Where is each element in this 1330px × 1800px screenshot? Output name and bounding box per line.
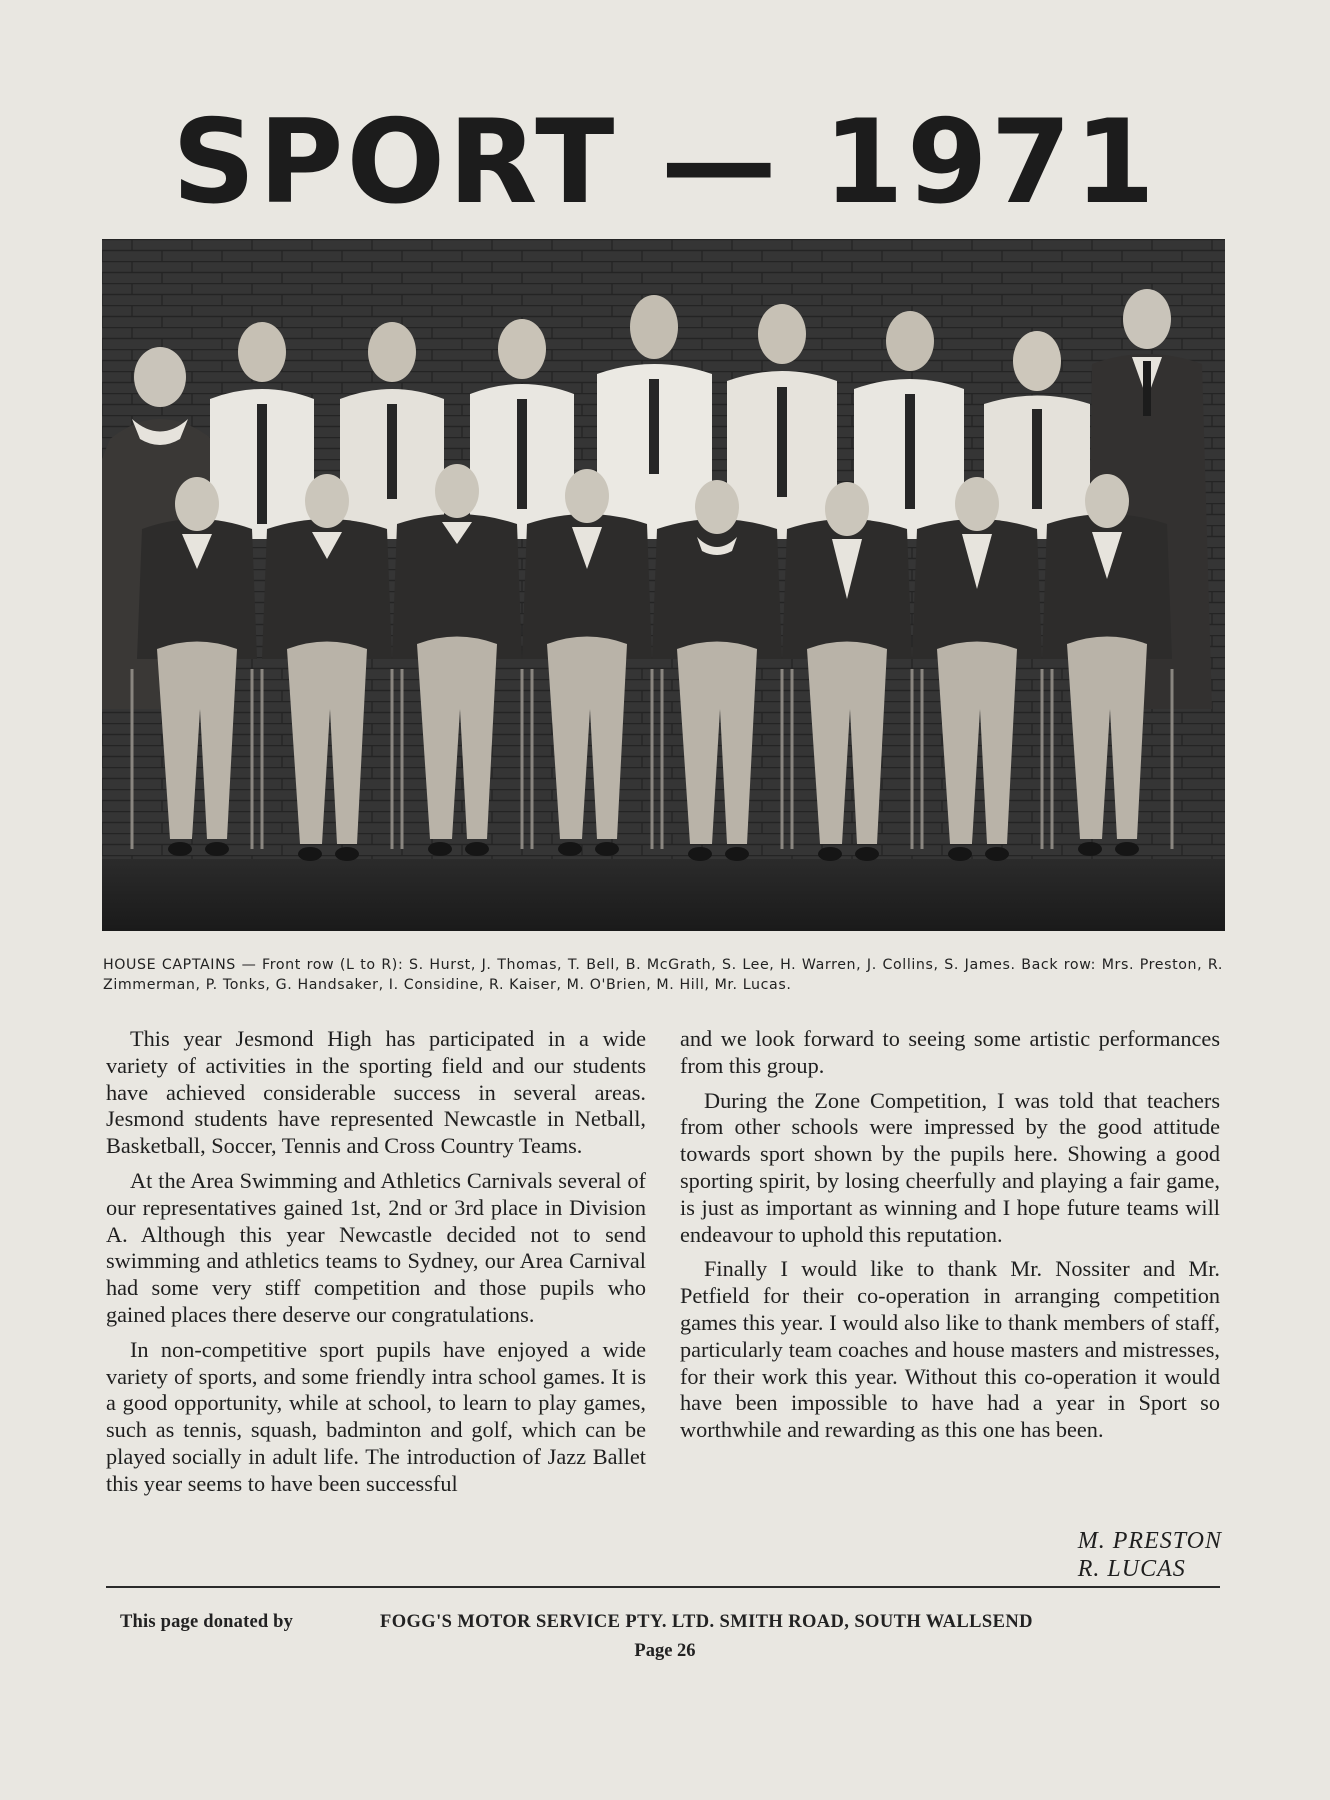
group-photo: [102, 239, 1225, 931]
article-right-column: [680, 1026, 1220, 1452]
article-paragraph: In non-competitive sport pupils have enjoyed a wide variety of sports, and some friendly intra school games. It is a good opportunity, while at school, to learn to play games, such as tennis, squash, badminton and golf, which can be played socially in adult life. The introduction of Jazz Ballet this year seems to have been successful: [106, 1336, 646, 1496]
page-title: SPORT — 1971: [171, 95, 1159, 230]
article-paragraph: This year Jesmond High has participated in a wide variety of activities in the sporting field and our students have achieved considerable success in several areas. Jesmond students have represented Newcastle in Netball, Basketball, Soccer, Tennis and Cross Country Teams.: [106, 1026, 646, 1159]
article-paragraph: At the Area Swimming and Athletics Carnivals several of our representatives gained 1st, 2nd or 3rd place in Division A. Although this year Newcastle decided not to send swimming and athletics teams to Sydney, our Area Carnival had some very stiff competition and those pupils who gained places there deserve our congratulations.: [106, 1167, 646, 1327]
article-paragraph: During the Zone Competition, I was told that teachers from other schools were impressed by the good attitude towards sport shown by the pupils here. Showing a good sporting spirit, by losing cheerfully and playing a fair game, is just as important as winning and I hope future teams will endeavour to uphold this reputation.: [680, 1087, 1220, 1247]
page-number: Page 26: [634, 1641, 696, 1661]
signature-preston: M. PRESTON: [1077, 1528, 1222, 1554]
signature-lucas: R. LUCAS: [1077, 1556, 1186, 1582]
photo-caption: HOUSE CAPTAINS — Front row (L to R): S. Hurst, J. Thomas, T. Bell, B. McGrath, S. Lee, H. Warren, J. Collins, S. James. Back row: Mrs. Preston, R. Zimmerman, P. Tonks, G. Handsaker, I. Considine, R. Kaiser, M. O'Brien, M. Hill, Mr. Lucas.: [103, 957, 1223, 993]
article-paragraph: and we look forward to seeing some artistic performances from this group.: [680, 1026, 1220, 1078]
donated-label: This page donated by: [120, 1612, 294, 1632]
signatures: [1078, 1527, 1222, 1583]
donor-company: FOGG'S MOTOR SERVICE PTY. LTD. SMITH ROAD, SOUTH WALLSEND: [380, 1612, 1033, 1632]
divider-rule: [106, 1586, 1220, 1588]
article-paragraph: Finally I would like to thank Mr. Nossiter and Mr. Petfield for their co-operation in arranging competition games this year. I would also like to thank members of staff, particularly team coaches and house masters and mistresses, for their work this year. Without this co-operation it would have been impossible to have had a year in Sport so worthwhile and rewarding as this one has been.: [680, 1256, 1220, 1443]
group-photo-icon: [102, 239, 1225, 931]
article-left-column: [106, 1026, 646, 1506]
